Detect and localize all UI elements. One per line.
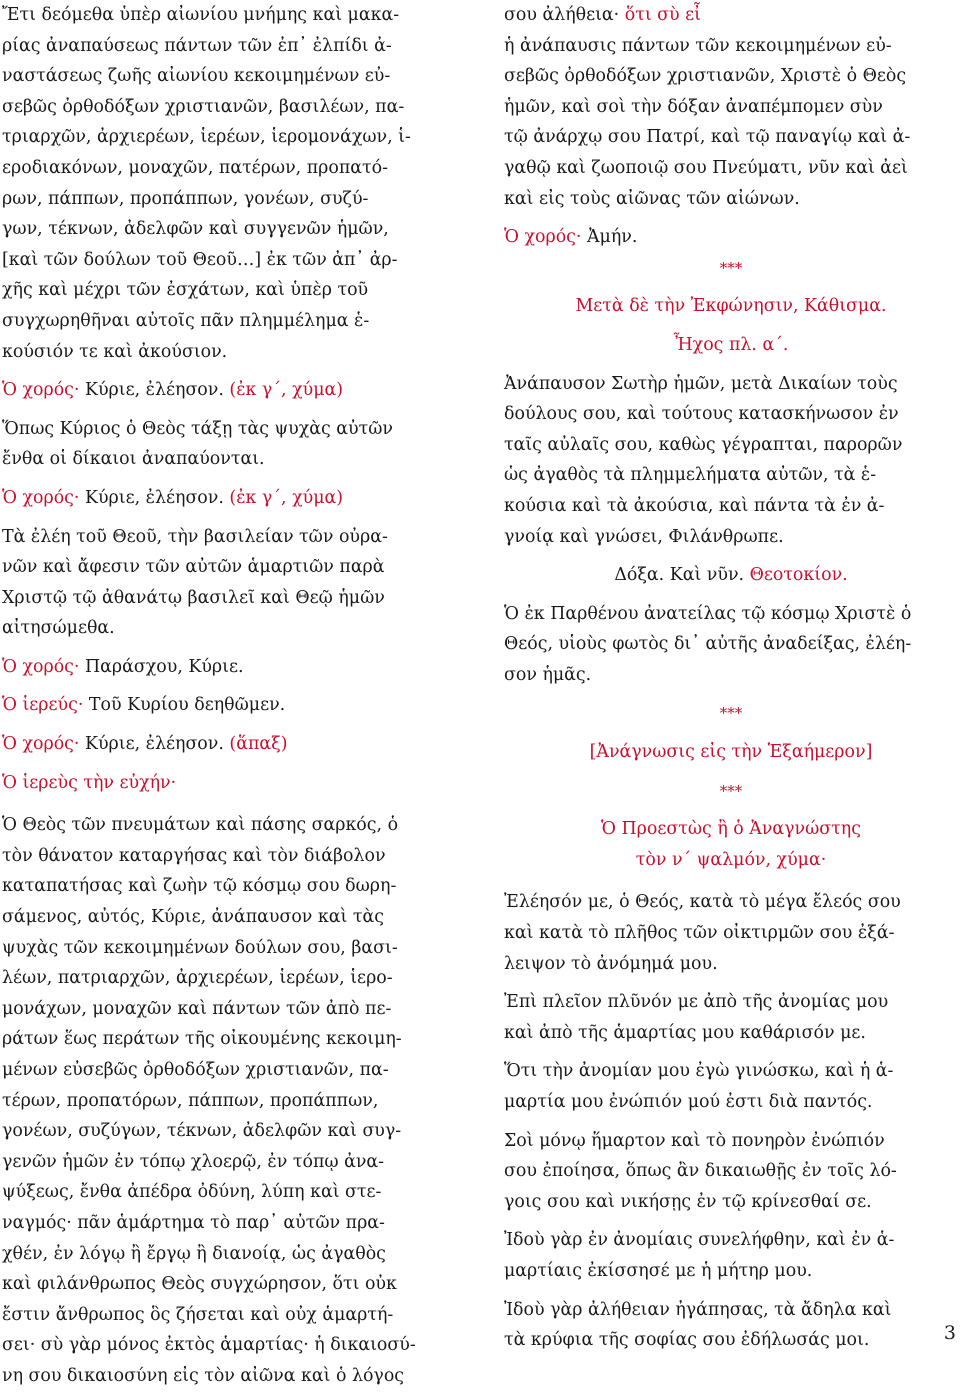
ekphonesis-start: σου ἀλήθεια· (504, 5, 620, 25)
text-line (504, 0, 958, 31)
ekphonesis (504, 0, 958, 214)
text-line: καὶ κατὰ τὸ πλῆθος τῶν οἰκτιρμῶν σου ἐξά- (504, 923, 895, 944)
text-line: ναγμός· πᾶν ἁμάρτημα τὸ παρ᾿ αὐτῶν πρα- (2, 1212, 385, 1233)
ekphonesis-red-phrase: ὅτι σὺ εἶ (624, 5, 701, 25)
text-line: ἔνθα οἱ δίκαιοι ἀναπαύονται. (2, 449, 265, 470)
text-line: ταῖς αὐλαῖς σου, καθὼς γέγραπται, παρορῶν (504, 434, 903, 455)
text-line: μονάχων, μοναχῶν καὶ πάντων τῶν ἀπὸ πε- (2, 998, 392, 1019)
psalm-verse (504, 1225, 958, 1286)
reading-heading: [Ἀνάγνωσις εἰς τὴν Ἑξαήμερον] (589, 742, 873, 763)
theotokion (504, 599, 958, 691)
thrice-note: (ἐκ γ´, χύμα) (229, 380, 344, 401)
psalm-verse (504, 987, 958, 1048)
text-line: σεβῶς ὀρθοδόξων χριστιανῶν, Χριστὲ ὁ Θεὸς (504, 66, 907, 87)
text-line: νη σου δικαιοσύνη εἰς τὸν αἰῶνα καὶ ὁ λόγος (2, 1365, 405, 1386)
choir-label: Ὁ χορός· (2, 734, 80, 755)
prayer-heading: Ὁ ἱερεὺς τὴν εὐχήν· (2, 772, 177, 793)
grant-text: Παράσχου, Κύριε. (84, 656, 244, 677)
doxa-heading (504, 560, 958, 591)
text-line: Σοὶ μόνῳ ἥμαρτον καὶ τὸ πονηρὸν ἐνώπιόν (504, 1130, 885, 1151)
text-line: καὶ εἰς τοὺς αἰῶνας τῶν αἰώνων. (504, 188, 800, 209)
priest-label: Ὁ ἱερεύς· (2, 695, 84, 716)
text-line: τὰ κρύφια τῆς σοφίας σου ἐδήλωσάς μοι. (504, 1330, 870, 1351)
right-column (504, 0, 958, 1356)
kyrie-text: Κύριε, ἐλέησον. (84, 487, 224, 508)
text-line: λέων, πατριαρχῶν, ἀρχιερέων, ἱερέων, ἱερο- (2, 968, 393, 989)
choir-label: Ὁ χορός· (504, 227, 582, 248)
separator: *** (719, 781, 743, 800)
text-line: κούσιόν τε καὶ ἀκούσιον. (2, 341, 228, 362)
text-line: εροδιακόνων, μοναχῶν, πατέρων, προπατό- (2, 157, 388, 178)
psalm-verse (504, 1056, 958, 1117)
text-line: ψύξεως, ἔνθα ἀπέδρα ὀδύνη, λύπη καὶ στε- (2, 1182, 382, 1203)
text-line: κούσια καὶ τὰ ἀκούσια, καὶ πάντα τὰ ἐν ἀ- (504, 495, 885, 516)
text-line: γοις σου καὶ νικήσῃς ἐν τῷ κρίνεσθαί σε. (504, 1191, 872, 1212)
text-line: τέρων, προπατόρων, πάππων, προπάππων, (2, 1090, 379, 1111)
text-line: χῆς καὶ μέχρι τῶν ἐσχάτων, καὶ ὑπὲρ τοῦ (2, 280, 369, 301)
text-line: Ὁ ἐκ Παρθένου ἀνατείλας τῷ κόσμῳ Χριστὲ ὁ (504, 603, 912, 624)
text-line: ἡμῶν, καὶ σοὶ τὴν δόξαν ἀναπέμπομεν σὺν (504, 96, 883, 117)
text-line: σει· σὺ γὰρ μόνος ἐκτὸς ἁμαρτίας· ἡ δικαιοσύ- (2, 1335, 416, 1356)
text-line: ράτων ἕως περάτων τῆς οἰκουμένης κεκοιμη- (2, 1029, 402, 1050)
psalm-heading: τὸν ν´ ψαλμόν, χύμα· (635, 849, 827, 870)
psalm-verse (504, 887, 958, 979)
text-line: Ὅπως Κύριος ὁ Θεὸς τάξῃ τὰς ψυχὰς αὐτῶν (2, 418, 393, 439)
tone-heading: Ἦχος πλ. α´. (673, 334, 789, 355)
kathisma-heading: Μετὰ δὲ τὴν Ἐκφώνησιν, Κάθισμα. (575, 296, 887, 317)
text-line: γων, τέκνων, ἀδελφῶν καὶ συγγενῶν ἡμῶν, (2, 219, 389, 240)
text-line: Ὁ Θεὸς τῶν πνευμάτων καὶ πάσης σαρκός, ὁ (2, 815, 399, 836)
choir-label: Ὁ χορός· (2, 656, 80, 677)
psalm-verse (504, 1295, 958, 1356)
psalm-heading: Ὁ Προεστὼς ἢ ὁ Ἀναγνώστης (601, 819, 861, 840)
text-line: Ἐλέησόν με, ὁ Θεός, κατὰ τὸ μέγα ἔλεός σου (504, 892, 901, 913)
separator: *** (719, 258, 743, 277)
intro-petition (2, 0, 454, 367)
text-line: ναστάσεως ζωῆς αἰωνίου κεκοιμημένων εὐ- (2, 66, 391, 87)
text-line: ἡ ἀνάπαυσις πάντων τῶν κεκοιμημένων εὐ- (504, 35, 892, 56)
text-line: μαρτίαις ἐκίσσησέ με ἡ μήτηρ μου. (504, 1260, 813, 1281)
text-line: δούλους σου, καὶ τούτους κατασκήνωσον ἐν (504, 404, 899, 425)
petition-2 (2, 522, 454, 644)
text-line: νῶν καὶ ἄφεσιν τῶν αὐτῶν ἁμαρτιῶν παρὰ (2, 557, 385, 578)
text-line: σάμενος, αὐτός, Κύριε, ἀνάπαυσον καὶ τὰς (2, 907, 384, 928)
prayer-text (2, 810, 454, 1391)
text-line: τῷ ἀνάρχῳ σου Πατρί, καὶ τῷ παναγίῳ καὶ ἀ- (504, 127, 911, 148)
text-line: τριαρχῶν, ἀρχιερέων, ἱερέων, ἱερομονάχων, ἱ- (2, 127, 411, 148)
amen-text: Ἀμήν. (586, 227, 638, 248)
text-line: ἔστιν ἄνθρωπος ὃς ζήσεται καὶ οὐχ ἁμαρτή- (2, 1304, 394, 1325)
text-line: τὸν θάνατον καταργήσας καὶ τὸν διάβολον (2, 845, 386, 866)
psalm-verse (504, 1126, 958, 1218)
choir-response (2, 375, 454, 406)
text-line: καταπατήσας καὶ ζωὴν τῷ κόσμῳ σου δωρη- (2, 876, 397, 897)
theotokion-label: Θεοτοκίον. (749, 565, 848, 586)
choir-label: Ὁ χορός· (2, 380, 80, 401)
troparion (504, 369, 958, 553)
text-line: καὶ ἀπὸ τῆς ἁμαρτίας μου καθάρισόν με. (504, 1022, 866, 1043)
psalm-50 (504, 887, 958, 1355)
text-line: Ἰδοὺ γὰρ ἐν ἀνομίαις συνελήφθην, καὶ ἐν ἁ- (504, 1230, 895, 1251)
left-column (2, 0, 454, 1392)
text-line: αἰτησώμεθα. (2, 618, 115, 639)
kyrie-text: Κύριε, ἐλέησον. (84, 380, 224, 401)
separator: *** (719, 704, 743, 723)
kyrie-text: Κύριε, ἐλέησον. (84, 734, 224, 755)
text-line: Χριστῷ τῷ ἀθανάτῳ βασιλεῖ καὶ Θεῷ ἡμῶν (2, 587, 385, 608)
text-line: [καὶ τῶν δούλων τοῦ Θεοῦ…] ἐκ τῶν ἀπ᾿ ἀρ- (2, 249, 398, 270)
text-line: συγχωρηθῆναι αὐτοῖς πᾶν πλημμέλημα ἑ- (2, 310, 370, 331)
choir-label: Ὁ χορός· (2, 487, 80, 508)
text-line: γονέων, συζύγων, τέκνων, ἀδελφῶν καὶ συγ- (2, 1121, 402, 1142)
text-line: μένων εὐσεβῶς ὀρθοδόξων χριστιανῶν, πα- (2, 1060, 389, 1080)
text-line: σου ἐποίησα, ὅπως ἂν δικαιωθῇς ἐν τοῖς λό- (504, 1161, 897, 1182)
text-line: Ἔτι δεόμεθα ὑπὲρ αἰωνίου μνήμης καὶ μακα- (2, 5, 400, 25)
text-line: σον ἡμᾶς. (504, 664, 592, 685)
text-line: ρίας ἀναπαύσεως πάντων τῶν ἐπ᾿ ἐλπίδι ἀ- (2, 35, 392, 56)
petition-1 (2, 414, 454, 475)
text-line: Ἐπὶ πλεῖον πλῦνόν με ἀπὸ τῆς ἀνομίας μου (504, 992, 889, 1013)
text-line: Ἀνάπαυσον Σωτὴρ ἡμῶν, μετὰ Δικαίων τοὺς (504, 373, 898, 394)
text-line: γαθῷ καὶ ζωοποιῷ σου Πνεύματι, νῦν καὶ ἀεὶ (504, 157, 908, 178)
text-line: Τὰ ἐλέη τοῦ Θεοῦ, τὴν βασιλείαν τῶν οὐρα- (2, 526, 388, 547)
text-line: μαρτία μου ἐνώπιόν μού ἐστι διὰ παντός. (504, 1092, 873, 1112)
text-line: σεβῶς ὀρθοδόξων χριστιανῶν, βασιλέων, πα- (2, 96, 405, 117)
text-line: ὡς ἀγαθὸς τὰ πλημμελήματα αὐτῶν, τὰ ἑ- (504, 465, 877, 486)
text-line: Ὅτι τὴν ἀνομίαν μου ἐγὼ γινώσκω, καὶ ἡ ἁ- (504, 1061, 894, 1082)
text-line: ρων, πάππων, προπάππων, γονέων, συζύ- (2, 188, 369, 209)
thrice-note: (ἐκ γ´, χύμα) (229, 487, 344, 508)
page-number: 3 (943, 1322, 956, 1344)
choir-response (2, 652, 454, 683)
choir-amen (504, 222, 958, 253)
doxa-text: Δόξα. Καὶ νῦν. (614, 565, 745, 586)
text-line: ψυχὰς τῶν κεκοιμημένων δούλων σου, βασι- (2, 937, 398, 958)
text-line: χθέν, ἐν λόγῳ ἢ ἔργῳ ἢ διανοίᾳ, ὡς ἀγαθὸς (2, 1243, 386, 1264)
priest-line (2, 690, 454, 721)
text-line: γενῶν ἡμῶν ἐν τόπῳ χλοερῷ, ἐν τόπῳ ἀνα- (2, 1151, 385, 1172)
text-line: Θεός, υἱοὺς φωτὸς δι᾿ αὐτῆς ἀναδείξας, ἐλέη- (504, 634, 912, 655)
choir-response (2, 729, 454, 760)
text-line: Ἰδοὺ γὰρ ἀλήθειαν ἠγάπησας, τὰ ἄδηλα καὶ (504, 1299, 892, 1320)
choir-response (2, 483, 454, 514)
text-line: λειψον τὸ ἀνόμημά μου. (504, 953, 718, 974)
text-line: καὶ φιλάνθρωπος Θεὸς συγχώρησον, ὅτι οὐκ (2, 1274, 397, 1295)
text-line: γνοίᾳ καὶ γνώσει, Φιλάνθρωπε. (504, 526, 784, 547)
pray-text: Τοῦ Κυρίου δεηθῶμεν. (88, 695, 286, 716)
once-note: (ἅπαξ) (229, 734, 288, 755)
